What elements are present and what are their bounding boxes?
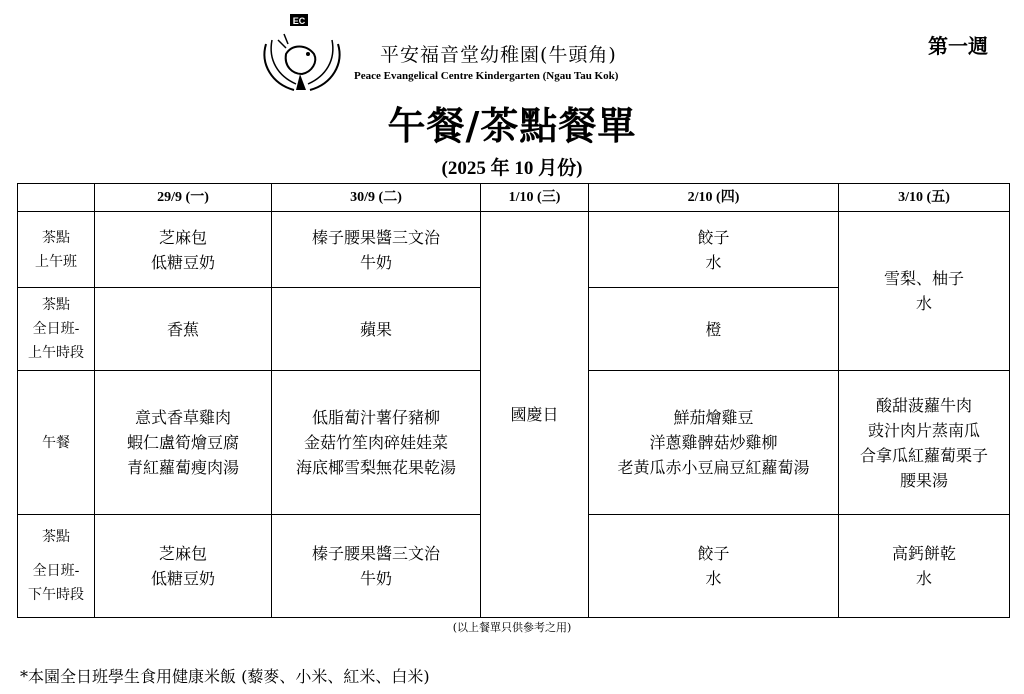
holiday-cell [481,212,589,618]
logo-monogram: EC [292,16,306,26]
menu-cell: 芝麻包 低糖豆奶 [95,515,272,618]
rice-footnote: *本園全日班學生食用健康米飯 (藜麥、小米、紅米、白米) [20,667,430,686]
column-header: 2/10 (四) [589,184,839,212]
menu-cell: 意式香草雞肉 蝦仁盧筍燴豆腐 青紅蘿蔔瘦肉湯 [95,371,272,515]
school-logo [256,14,348,98]
menu-cell: 餃子 水 [589,212,839,288]
menu-cell: 榛子腰果醬三文治 牛奶 [272,515,481,618]
menu-cell: 蘋果 [272,288,481,371]
corner-cell [18,184,95,212]
row-label: 茶點 全日班- 下午時段 [18,515,95,618]
menu-table [17,183,1010,618]
header-row [18,184,1010,212]
holiday-label: 國慶日 [510,405,559,424]
menu-cell: 榛子腰果醬三文治 牛奶 [272,212,481,288]
menu-cell: 芝麻包 低糖豆奶 [95,212,272,288]
column-header: 1/10 (三) [481,184,589,212]
row-label: 茶點 上午班 [18,212,95,288]
school-name-cn: 平安福音堂幼稚園(牛頭角) [380,44,617,66]
row-label: 午餐 [18,371,95,515]
menu-cell: 香蕉 [95,288,272,371]
school-name-en: Peace Evangelical Centre Kindergarten (Ngau Tau Kok) [354,70,619,82]
menu-cell: 低脂蔔汁薯仔豬柳 金菇竹笙肉碎娃娃菜 海底椰雪梨無花果乾湯 [272,371,481,515]
menu-cell: 雪梨、柚子 水 [839,212,1010,371]
page-title: 午餐/茶點餐單 [387,103,637,148]
row-label: 茶點 全日班- 上午時段 [18,288,95,371]
menu-cell: 鮮茄燴雞豆 洋蔥雞髀菇炒雞柳 老黃瓜赤小豆扁豆紅蘿蔔湯 [589,371,839,515]
menu-cell: 餃子 水 [589,515,839,618]
week-label: 第一週 [928,34,988,58]
menu-cell: 橙 [589,288,839,371]
menu-note: (以上餐單只供參考之用) [452,621,572,634]
menu-cell: 酸甜菠蘿牛肉 豉汁肉片蒸南瓜 合拿瓜紅蘿蔔栗子 腰果湯 [839,371,1010,515]
menu-cell: 高鈣餅乾 水 [839,515,1010,618]
table-row [18,212,1010,288]
column-header: 3/10 (五) [839,184,1010,212]
column-header: 29/9 (一) [95,184,272,212]
column-header: 30/9 (二) [272,184,481,212]
page-subtitle: (2025 年 10 月份) [441,158,583,179]
